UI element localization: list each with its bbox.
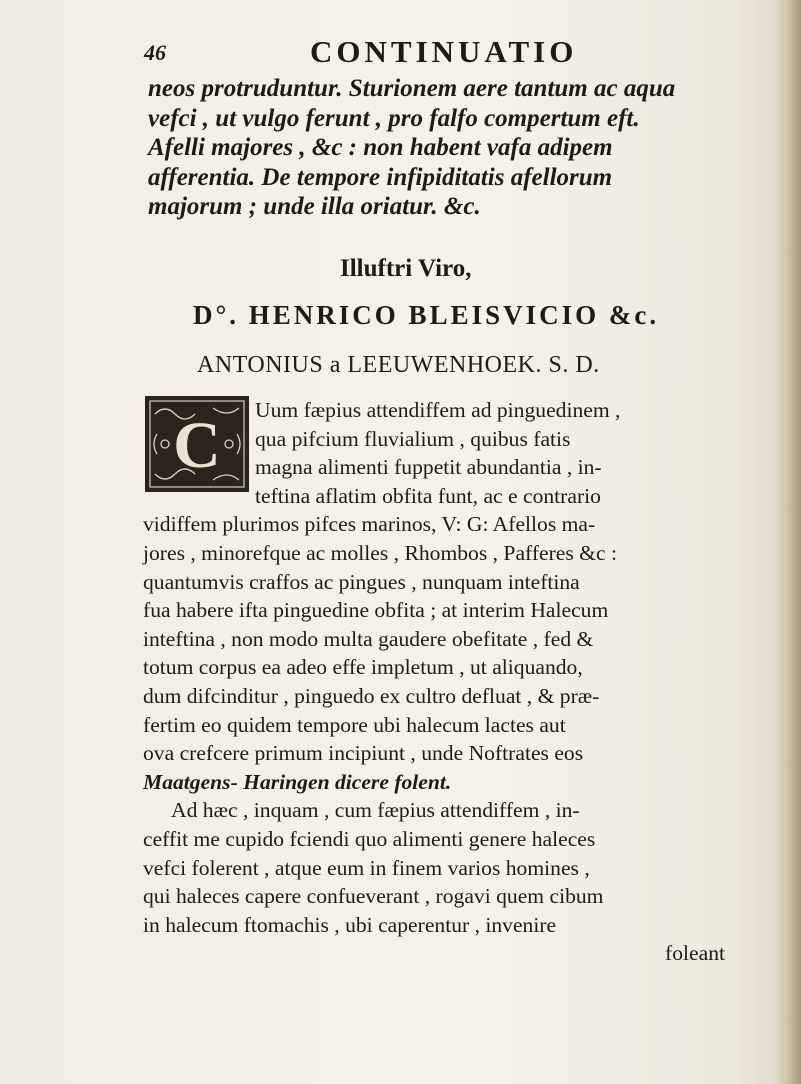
text-line: totum corpus ea adeo effe impletum , ut aliquando, <box>143 655 583 680</box>
text-line: Maatgens- Haringen dicere folent. <box>143 769 452 794</box>
text-line: inteftina , non modo multa gaudere obefitate , fed & <box>143 626 594 651</box>
text-line: vefci folerent , atque eum in finem varios homines , <box>143 855 590 880</box>
text-line: Uum fæpius attendiffem ad pinguedinem , <box>255 398 621 422</box>
text-line: qua pifcium fluvialium , quibus fatis <box>255 426 571 451</box>
page-edge-shadow <box>775 0 801 1084</box>
initial-letter: C <box>173 409 221 482</box>
summary-line: majorum ; unde illa oriatur. &c. <box>148 193 481 220</box>
text-line: Ad hæc , inquam , cum fæpius attendiffem , in- <box>171 798 580 823</box>
text-line: jores , minorefque ac molles , Rhombos , Pafferes &c : <box>143 540 617 565</box>
text-line: vidiffem plurimos pifces marinos, V: G: Afellos ma- <box>143 512 596 537</box>
summary-paragraph <box>148 74 728 222</box>
catchword: foleant <box>665 941 725 966</box>
addressee-line: D°. HENRICO BLEISVICIO &c. <box>193 300 660 330</box>
text-line: dum difcinditur , pinguedo ex cultro defluat , & præ- <box>143 683 600 708</box>
text-line: qui haleces capere confueverant , rogavi quem cibum <box>143 884 604 909</box>
page-header <box>144 28 704 68</box>
text-line: teftina aflatim obfita funt, ac e contrario <box>255 483 601 508</box>
summary-line: afferentia. De tempore infipiditatis afellorum <box>148 163 613 191</box>
text-line: magna alimenti fuppetit abundantia , in- <box>255 455 602 480</box>
text-line: fertim eo quidem tempore ubi halecum lactes aut <box>143 712 566 737</box>
text-line: ova crefcere primum incipiunt , unde Noftrates eos <box>143 741 584 766</box>
author-line: ANTONIUS a LEEUWENHOEK. S. D. <box>197 352 600 378</box>
running-head: CONTINUATIO <box>310 34 578 69</box>
text-line: in halecum ftomachis , ubi caperentur , invenire <box>143 912 557 937</box>
dedication-line: Illuftri Viro, <box>340 255 472 282</box>
summary-line: vefci , ut vulgo ferunt , pro falfo compertum eft. <box>148 104 640 132</box>
page-number: 46 <box>144 40 166 65</box>
summary-line: neos protruduntur. Sturionem aere tantum ac aqua <box>148 75 676 102</box>
body-text <box>143 396 733 968</box>
text-line: quantumvis craffos ac pingues , nunquam inteftina <box>143 569 580 594</box>
text-line: ceffit me cupido fciendi quo alimenti genere haleces <box>143 826 596 851</box>
text-line: fua habere ifta pinguedine obfita ; at interim Halecum <box>143 598 609 623</box>
summary-line: Afelli majores , &c : non habent vafa adipem <box>148 134 613 161</box>
